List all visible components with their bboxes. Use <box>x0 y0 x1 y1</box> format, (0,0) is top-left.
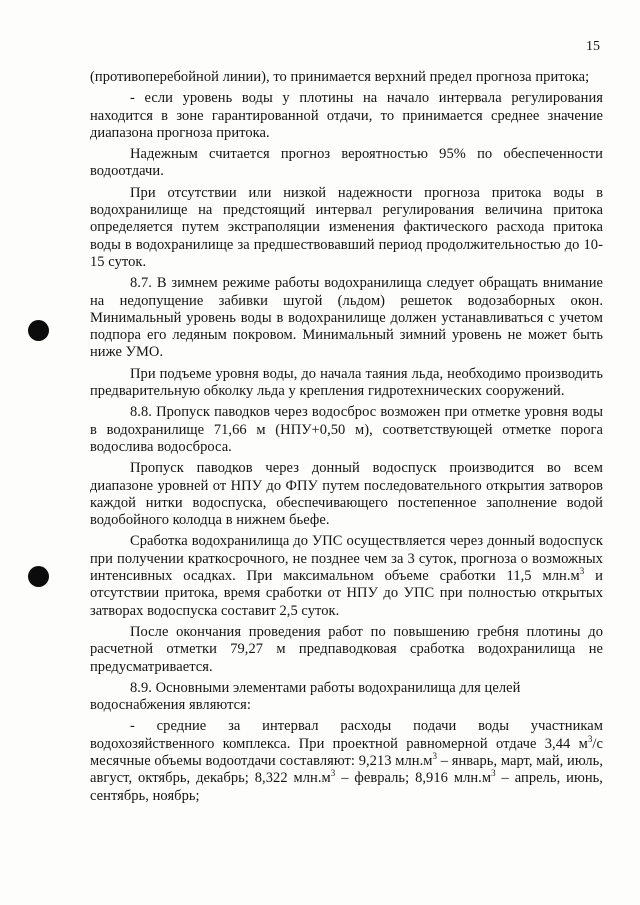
paragraph: - если уровень воды у плотины на начало интервала регулирования находится в зоне гарантированной отдачи, то принимается среднее значение диапазона прогноза притока. <box>90 90 603 141</box>
punch-hole-bottom <box>28 566 49 587</box>
paragraph: Надежным считается прогноз вероятностью 95% по обеспеченности водоотдачи. <box>90 146 603 180</box>
paragraph: 8.7. В зимнем режиме работы водохранилища следует обращать внимание на недопущение забивки шугой (льдом) решеток водозаборных окон. Минимальный уровень воды в водохранилище должен устанавливаться с учетом подпора его ледяным покровом. Минимальный зимний уровень не может быть ниже УМО. <box>90 275 603 361</box>
paragraph: - средние за интервал расходы подачи воды участникам водохозяйственного комплекса. При проектной равномерной отдаче 3,44 $м^3/с$ месячные объемы водоотдачи составляют: 9,213 $млн.м^3$ – январь, март, май, июль, август, октябрь, декабрь; 8,322 $млн.м^3$ – февраль; 8,916 $млн.м^3$ – апрель, июнь, сентябрь, ноябрь; <box>90 718 603 804</box>
page-number: 15 <box>586 39 600 54</box>
paragraph: 8.8. Пропуск паводков через водосброс возможен при отметке уровня воды в водохранилище 71,66 м (НПУ+0,50 м), соответствующей отметке порога водослива водосброса. <box>90 404 603 455</box>
paragraph: При подъеме уровня воды, до начала таяния льда, необходимо производить предварительную обколку льда у крепления гидротехнических сооружений. <box>90 365 603 400</box>
body-text <box>90 69 603 809</box>
paragraph: После окончания проведения работ по повышению гребня плотины до расчетной отметки 79,27 м предпаводковая сработка водохранилища не предусматривается. <box>90 623 603 675</box>
paragraph: Сработка водохранилища до УПС осуществляется через донный водоспуск при получении краткосрочного, не позднее чем за 3 суток, прогноза о возможных интенсивных осадках. При максимальном объеме сработки 11,5 $млн.м^3$ и отсутствии притока, время сработки от НПУ до УПС при полностью открытых затворах водоспуска составит 2,5 суток. <box>90 533 603 619</box>
paragraph: Пропуск паводков через донный водоспуск производится во всем диапазоне уровней от НПУ до ФПУ путем последовательного открытия затворов каждой нитки водоспуска, обеспечивающего постепенное заполнение водой водобойного колодца в нижнем бьефе. <box>90 460 603 529</box>
paragraph: При отсутствии или низкой надежности прогноза притока воды в водохранилище на предстоящий интервал регулирования величина притока определяется путем экстраполяции изменения фактического расхода притока воды в водохранилище за предшествовавший период продолжительностью до 10-15 суток. <box>90 184 603 270</box>
paragraph: 8.9. Основными элементами работы водохранилища для целей водоснабжения являются: <box>90 679 521 714</box>
punch-hole-top <box>28 320 49 341</box>
paragraph: (противоперебойной линии), то принимается верхний предел прогноза притока; <box>90 69 590 85</box>
